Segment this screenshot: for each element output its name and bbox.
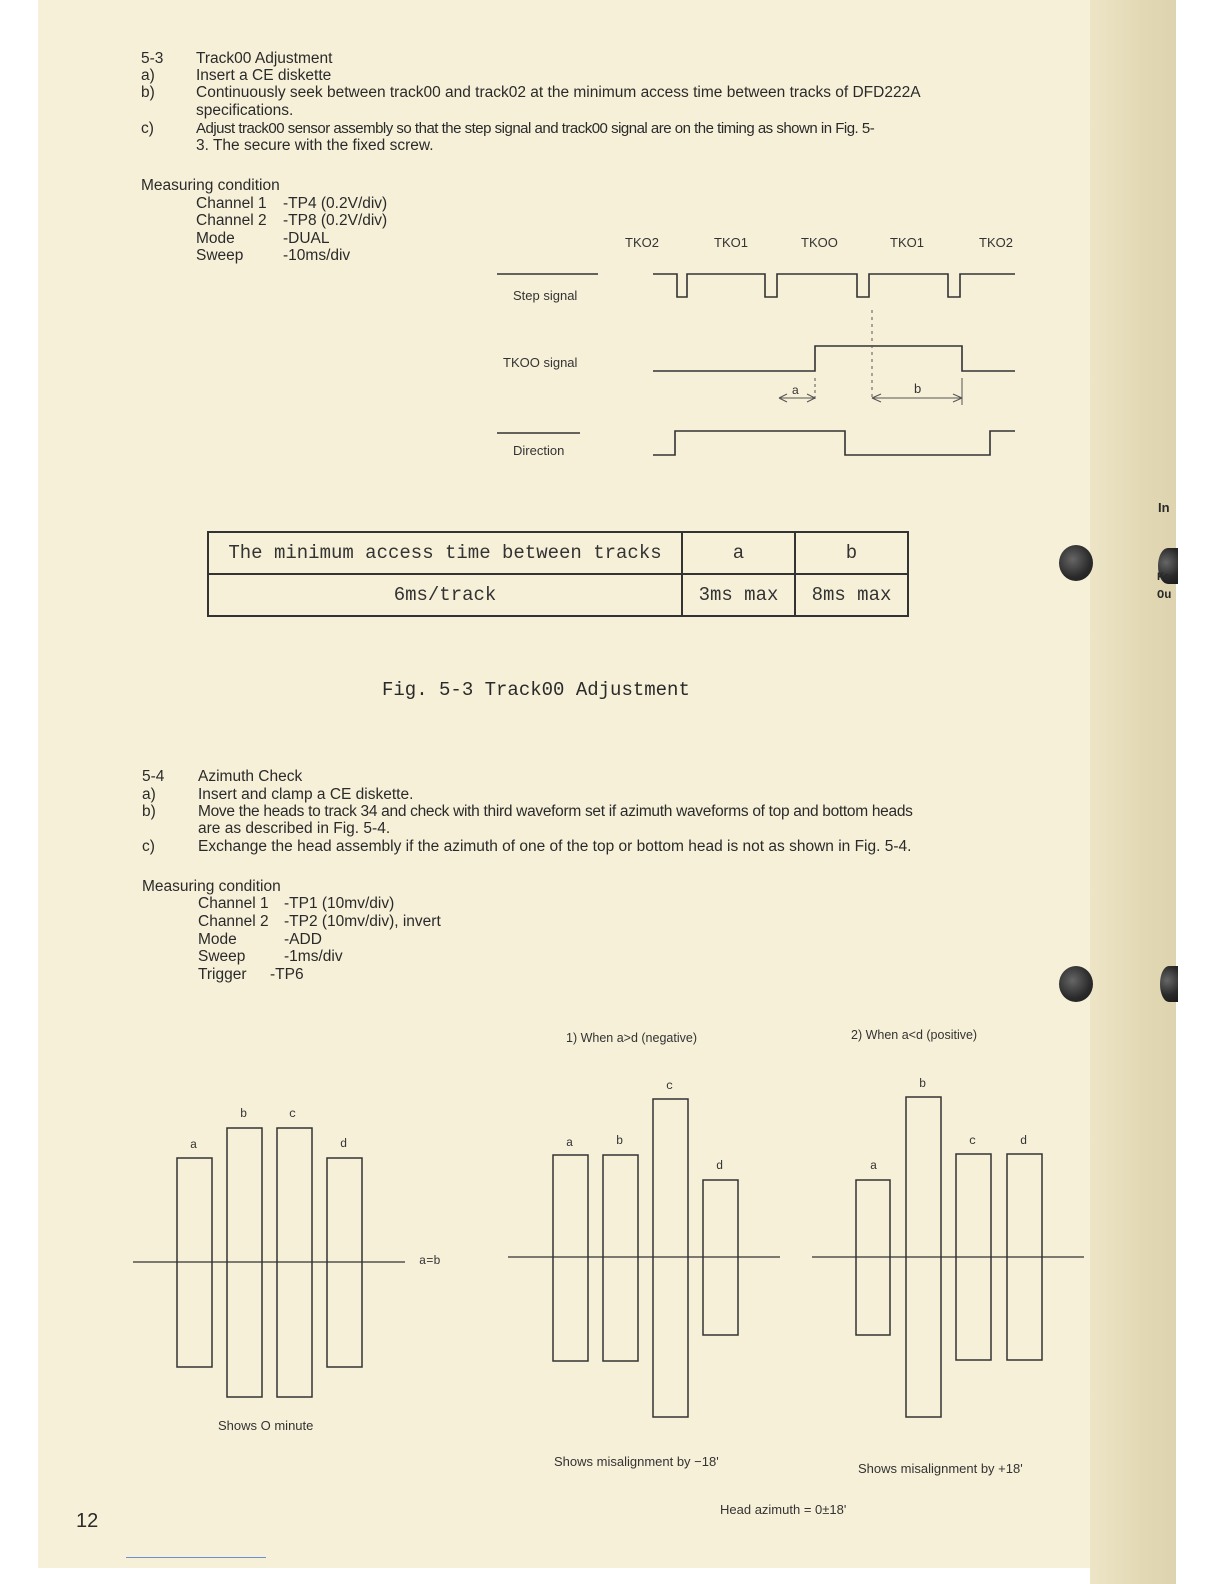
condition-key: Channel 1 bbox=[198, 895, 269, 912]
section-number: 5-3 bbox=[141, 50, 164, 67]
step-text: Adjust track00 sensor assembly so that the step signal and track00 signal are on the timing as shown in Fig. 5- bbox=[196, 120, 875, 137]
bar-label: a bbox=[870, 1159, 878, 1173]
step-marker: c) bbox=[142, 838, 155, 855]
track-label: TKO2 bbox=[625, 235, 659, 250]
table-row bbox=[208, 574, 908, 616]
step-text: Insert and clamp a CE diskette. bbox=[198, 786, 414, 803]
azimuth-summary: Head azimuth = 0±18' bbox=[720, 1502, 847, 1517]
condition-value: -ADD bbox=[284, 931, 322, 948]
condition-value: -TP2 (10mv/div), invert bbox=[284, 913, 441, 930]
diagram-caption: Shows misalignment by −18' bbox=[554, 1454, 719, 1469]
section-number: 5-4 bbox=[142, 768, 165, 785]
condition-key: Sweep bbox=[198, 948, 246, 965]
track-label: TKO1 bbox=[714, 235, 748, 250]
signal-label: TKOO signal bbox=[503, 355, 578, 370]
case-label: 2) When a<d (positive) bbox=[851, 1028, 978, 1042]
step-text: are as described in Fig. 5-4. bbox=[198, 820, 391, 837]
condition-value: -1ms/div bbox=[284, 948, 343, 965]
measuring-heading: Measuring condition bbox=[142, 878, 281, 895]
section-title: Azimuth Check bbox=[198, 768, 303, 785]
step-text: Insert a CE diskette bbox=[196, 67, 332, 84]
condition-key: Channel 2 bbox=[198, 913, 269, 930]
margin-text: In bbox=[1158, 500, 1170, 515]
condition-value: -TP1 (10mv/div) bbox=[284, 895, 395, 912]
bar-label: a bbox=[566, 1136, 574, 1150]
diagram-caption: Shows misalignment by +18' bbox=[858, 1461, 1023, 1476]
bar-label: d bbox=[716, 1159, 724, 1173]
scan-edge bbox=[1176, 0, 1224, 1584]
footer-rule bbox=[126, 1557, 266, 1558]
step-marker: b) bbox=[142, 803, 156, 820]
bar-label: b bbox=[240, 1107, 248, 1121]
step-marker: b) bbox=[141, 84, 155, 101]
bar-label: c bbox=[666, 1079, 674, 1093]
equality-label: a=b bbox=[419, 1254, 441, 1268]
table-cell: 6ms/track bbox=[208, 574, 682, 616]
bar-label: c bbox=[969, 1134, 977, 1148]
table-header-cell: b bbox=[795, 532, 908, 574]
figure-caption: Fig. 5-3 Track00 Adjustment bbox=[382, 679, 690, 701]
bar-label: d bbox=[340, 1137, 348, 1151]
interval-a-label: a bbox=[792, 383, 799, 397]
condition-key: Mode bbox=[196, 230, 235, 247]
condition-value: -TP6 bbox=[270, 966, 304, 983]
condition-key: Channel 1 bbox=[196, 195, 267, 212]
condition-value: -TP8 (0.2V/div) bbox=[283, 212, 388, 229]
table-cell: 8ms max bbox=[795, 574, 908, 616]
section-title: Track00 Adjustment bbox=[196, 50, 333, 67]
interval-b-label: b bbox=[914, 381, 922, 396]
step-marker: c) bbox=[141, 120, 154, 137]
margin-text: Ke bbox=[1157, 572, 1171, 584]
step-text: Move the heads to track 34 and check with third waveform set if azimuth waveforms of top and bottom heads bbox=[198, 803, 913, 820]
signal-label: Direction bbox=[513, 443, 565, 458]
bar-label: b bbox=[919, 1077, 927, 1091]
page-number: 12 bbox=[76, 1510, 99, 1532]
condition-value: -10ms/div bbox=[283, 247, 351, 264]
condition-key: Sweep bbox=[196, 247, 244, 264]
condition-key: Channel 2 bbox=[196, 212, 267, 229]
signal-label: Step signal bbox=[513, 288, 578, 303]
track-label: TKO2 bbox=[979, 235, 1013, 250]
condition-value: -TP4 (0.2V/div) bbox=[283, 195, 388, 212]
table-header-cell: The minimum access time between tracks bbox=[208, 532, 682, 574]
step-text: specifications. bbox=[196, 102, 294, 119]
punch-hole bbox=[1160, 966, 1178, 1002]
bar-label: a bbox=[190, 1138, 198, 1152]
measuring-heading: Measuring condition bbox=[141, 177, 280, 194]
step-text: Continuously seek between track00 and track02 at the minimum access time between tracks of DFD222A bbox=[196, 84, 921, 101]
condition-key: Mode bbox=[198, 931, 237, 948]
table-header-row bbox=[208, 532, 908, 574]
access-time-table bbox=[207, 531, 909, 617]
step-marker: a) bbox=[141, 67, 155, 84]
bar-label: c bbox=[289, 1107, 297, 1121]
diagram-caption: Shows O minute bbox=[218, 1418, 314, 1433]
margin-text: Ou bbox=[1157, 588, 1172, 602]
bar-label: b bbox=[616, 1134, 624, 1148]
case-label: 1) When a>d (negative) bbox=[566, 1031, 697, 1045]
table-header-cell: a bbox=[682, 532, 795, 574]
table-cell: 3ms max bbox=[682, 574, 795, 616]
bar-label: d bbox=[1020, 1134, 1028, 1148]
condition-key: Trigger bbox=[198, 966, 247, 983]
step-text: Exchange the head assembly if the azimuth of one of the top or bottom head is not as shown in Fig. 5-4. bbox=[198, 838, 912, 855]
step-marker: a) bbox=[142, 786, 156, 803]
track-label: TKO1 bbox=[890, 235, 924, 250]
punch-hole bbox=[1059, 966, 1093, 1002]
condition-value: -DUAL bbox=[283, 230, 330, 247]
punch-hole bbox=[1059, 545, 1093, 581]
step-text: 3. The secure with the fixed screw. bbox=[196, 137, 434, 154]
track-label: TKOO bbox=[801, 235, 838, 250]
